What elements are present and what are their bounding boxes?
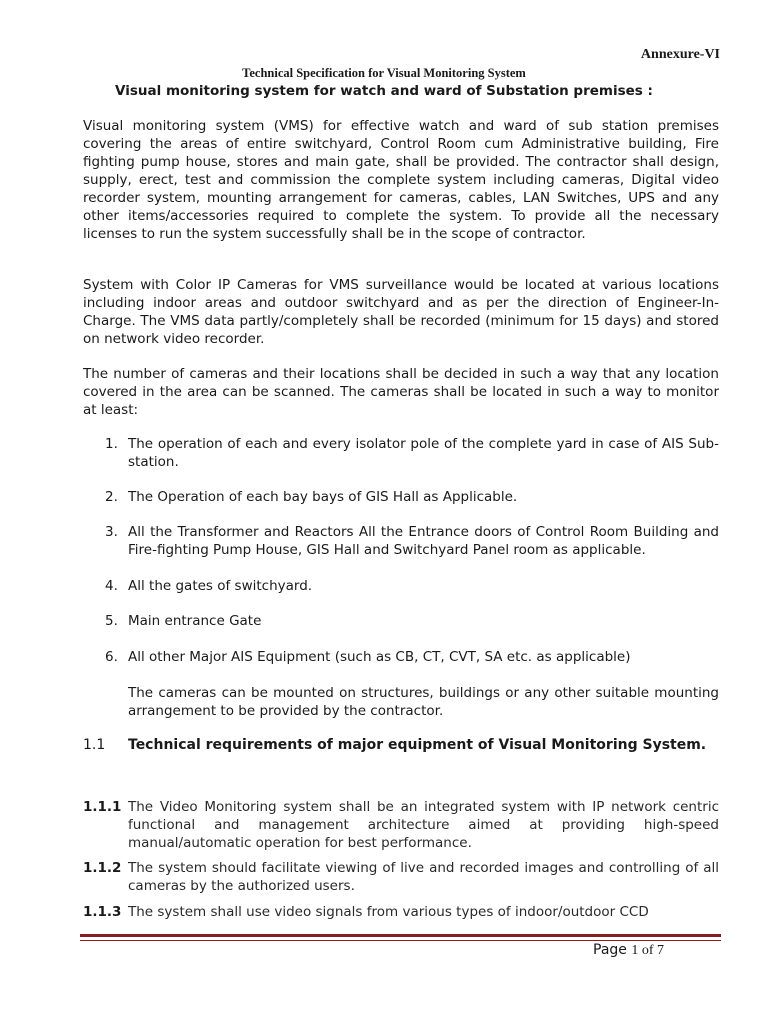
footer-rule-thin (80, 940, 721, 941)
list-item (105, 435, 719, 471)
cameras-paragraph: System with Color IP Cameras for VMS surveillance would be located at various locations including indoor areas and outdoor switchyard and as per the direction of Engineer-In-Charge. The VMS data partly/completely shall be recorded (minimum for 15 days) and stored on network video recorder. (83, 277, 719, 347)
list-item-number: 4. (105, 578, 118, 594)
subsection-number: 1.1.1 (83, 799, 122, 815)
subsection-text: The Video Monitoring system shall be an integrated system with IP network centric functional and management architecture aimed at providing high-speed manual/automatic operation for best performance. (128, 799, 719, 851)
footer-rule (80, 934, 721, 937)
list-item-text: The Operation of each bay bays of GIS Hall as Applicable. (128, 489, 518, 505)
annexure-label: Annexure-VI (640, 47, 720, 62)
subsection-text: The system shall use video signals from various types of indoor/outdoor CCD (128, 904, 649, 920)
list-note: The cameras can be mounted on structures, buildings or any other suitable mounting arrangement to be provided by the contractor. (128, 685, 719, 719)
document-title: Technical Specification for Visual Monitoring System (242, 66, 526, 80)
section-title: Technical requirements of major equipment of Visual Monitoring System. (128, 737, 707, 753)
page-footer (593, 942, 664, 959)
document-subtitle: Visual monitoring system for watch and ward of Substation premises : (115, 83, 653, 99)
list-item-number: 2. (105, 489, 118, 505)
list-item-text: Main entrance Gate (128, 613, 262, 629)
subsection-item (83, 798, 719, 852)
page-number: 1 (631, 943, 639, 958)
list-item-text: All the Transformer and Reactors All the Entrance doors of Control Room Building and Fire-fighting Pump House, GIS Hall and Switchyard Panel room as applicable. (128, 524, 719, 558)
section-number: 1.1 (83, 737, 106, 753)
list-item-number: 1. (105, 436, 118, 452)
list-item-text: All the gates of switchyard. (128, 578, 313, 594)
page-label: Page (593, 942, 632, 958)
list-item-text: The operation of each and every isolator pole of the complete yard in case of AIS Sub-station. (128, 436, 719, 470)
list-item (105, 648, 719, 666)
intro-paragraph: Visual monitoring system (VMS) for effective watch and ward of sub station premises covering the areas of entire switchyard, Control Room cum Administrative building, Fire fighting pump house, stores and main gate, shall be provided. The contractor shall design, supply, erect, test and commission the complete system including cameras, Digital video recorder system, mounting arrangement for cameras, cables, LAN Switches, UPS and any other items/accessories required to complete the system. To provide all the necessary licenses to run the system successfully shall be in the scope of contractor. (83, 118, 719, 242)
page-total: of 7 (638, 943, 665, 958)
locations-paragraph: The number of cameras and their locations shall be decided in such a way that any location covered in the area can be scanned. The cameras shall be located in such a way to monitor at least: (83, 366, 719, 418)
subsection-text: The system should facilitate viewing of live and recorded images and controlling of all cameras by the authorized users. (128, 860, 719, 894)
list-item-number: 3. (105, 524, 118, 540)
subsection-item (83, 903, 719, 921)
subsection-number: 1.1.2 (83, 860, 122, 876)
list-item-number: 6. (105, 649, 118, 665)
list-item (105, 577, 719, 595)
list-item-number: 5. (105, 613, 118, 629)
list-item-text: All other Major AIS Equipment (such as CB, CT, CVT, SA etc. as applicable) (128, 649, 631, 665)
subsection-item (83, 859, 719, 895)
list-item (105, 488, 719, 506)
subsection-number: 1.1.3 (83, 904, 122, 920)
list-item (105, 523, 719, 559)
list-item (105, 612, 719, 630)
